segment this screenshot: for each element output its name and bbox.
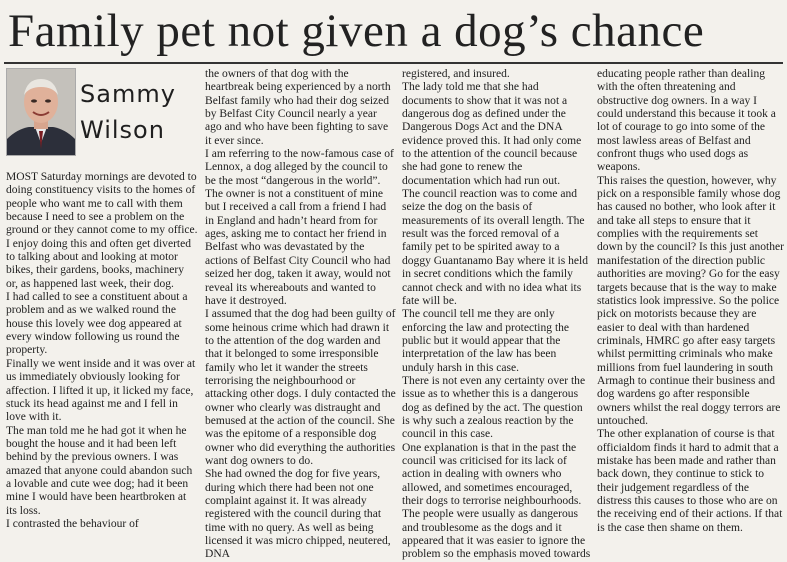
headline-rule — [4, 62, 783, 64]
paragraph: the owners of that dog with the heartbreak being experienced by a north Belfast family who had their dog seized by Belfast City Council nearly a year ago and who have been fighting to save it ever since. — [205, 68, 391, 147]
paragraph: One explanation is that in the past the council was criticised for its lack of action in dealing with owners who allowed, and sometimes encouraged, their dogs to terrorise neighbourhoods. The people were usually as dangerous and troublesome as the dogs and it appeared that it was easier to ignore the problem so the emphasis moved towards — [402, 441, 591, 561]
paragraph: I enjoy doing this and often get diverted to talking about and looking at motor bikes, their gardens, books, machinery or, as happened last week, their dog. — [6, 237, 192, 290]
paragraph: The council tell me they are only enforcing the law and protecting the public but it would appear that the interpretation of the law has been unduly harsh in this case. — [402, 308, 570, 374]
paragraph: educating people rather than dealing with the often threatening and obstructive dog owners. In a way I could understand this because it took a lot of courage to go into some of the most lawless areas of Belfast and confront thugs who used dogs as weapons. — [597, 68, 776, 174]
paragraph: I contrasted the behaviour of — [6, 517, 139, 530]
paragraph: I assumed that the dog had been guilty of some heinous crime which had drawn it to the attention of the dog warden and that it belonged to some irresponsible family who let it wander the streets terrorising the neighbourhood or attacking other dogs. I duly contacted the owner who clearly was distraught and bemused at the action of the council. She was the epitome of a responsible dog owner who did everything the authorities want dog owners to do. — [205, 308, 396, 467]
paragraph: The man told me he had got it when he bought the house and it had been left behind by the previous owners. I was amazed that anyone could abandon such a lovable and cute wee dog; had it been mine I would have been heartbroken at its loss. — [6, 424, 193, 517]
article-column-4 — [597, 68, 785, 534]
paragraph: I had called to see a constituent about a problem and as we walked round the house this lovely wee dog appeared at every window following us round the property. — [6, 291, 188, 357]
paragraph: MOST Saturday mornings are devoted to doing constituency visits to the homes of people who want me to call with them because I need to see a problem on the ground or they cannot come to my office. — [6, 171, 198, 237]
author-photo — [6, 68, 76, 156]
headline: Family pet not given a dog’s chance — [8, 5, 705, 57]
paragraph: She had owned the dog for five years, during which there had been not one complaint against it. It was already registered with the council during that time with no query. As well as being licensed it was micro chipped, neutered, DNA — [205, 468, 391, 561]
paragraph: This raises the question, however, why pick on a responsible family whose dog has caused no bother, who look after it and take all steps to ensure that it complies with the requirements set down by the council? Is this just another manifestation of the direction public authorities are moving? Go for the easy targets because that is the way to make statistics look impressive. So the police pick on motorists because they are easier to deal with than hardened criminals, HMRC go after easy targets whilst permitting criminals who make millions from fuel laundering in south Armagh to continue their business and dog wardens go after responsible owners whilst the real doggy terrors are untouched. — [597, 174, 784, 427]
article-column-2 — [205, 68, 396, 561]
paragraph: The council reaction was to come and seize the dog on the basis of measurements of its overall length. The result was the forced removal of a family pet to be spirited away to a doggy Guantanamo Bay where it is held in secret conditions which the family cannot check and with no idea what its fate will be. — [402, 188, 588, 307]
author-last-name: Wilson — [80, 116, 165, 144]
paragraph: The lady told me that she had documents to show that it was not a dangerous dog as defined under the Dangerous Dogs Act and the DNA evidence proved this. It had only come to the attention of the council because she had gone to renew the documentation which had run out. — [402, 81, 582, 187]
paragraph: There is not even any certainty over the issue as to whether this is a dangerous dog as defined by the act. The question is why such a zealous reaction by the council in this case. — [402, 374, 586, 441]
paragraph: I am referring to the now-famous case of Lennox, a dog alleged by the council to be the most “dangerous in the world”. — [205, 148, 394, 187]
paragraph: Finally we went inside and it was over at us immediately obviously looking for affection. I lifted it up, it licked my face, stuck its head against me and I fell in love with it. — [6, 357, 196, 424]
paragraph: The owner is not a constituent of mine but I received a call from a friend I had in England and hadn’t heard from for ages, asking me to contact her friend in Belfast who was devastated by the actions of Belfast City Council who had seized her dog, taken it away, would not reveal its whereabouts and wanted to have it destroyed. — [205, 188, 391, 307]
paragraph: registered, and insured. — [402, 68, 510, 80]
paragraph: The other explanation of course is that officialdom finds it hard to admit that a mistake has been made and rather than back down, they continue to stick to their judgement regardless of the distress this causes to those who are on the receiving end of their actions. If that is the case then shame on them. — [597, 428, 783, 534]
article-column-1 — [6, 171, 198, 530]
byline — [6, 68, 176, 158]
author-first-name: Sammy — [80, 80, 176, 108]
article-column-3 — [402, 68, 591, 561]
